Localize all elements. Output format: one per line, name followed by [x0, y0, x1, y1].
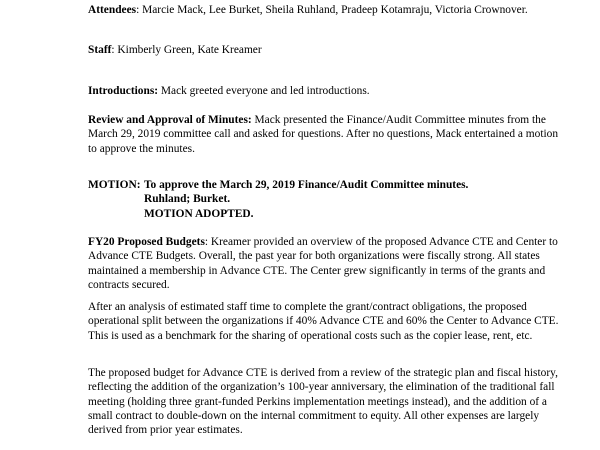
- staff-list: : Kimberly Green, Kate Kreamer: [111, 44, 262, 56]
- attendees-list: : Marcie Mack, Lee Burket, Sheila Ruhland, Pradeep Kotamraju, Victoria Crownover.: [136, 4, 528, 16]
- motion-line-3: MOTION ADOPTED.: [144, 207, 254, 220]
- budgets-paragraph: [88, 235, 568, 292]
- review-minutes-label: Review and Approval of Minutes:: [88, 114, 252, 126]
- attendees-label: Attendees: [88, 4, 137, 16]
- introductions-label: Introductions:: [88, 85, 159, 97]
- review-minutes-paragraph: [88, 113, 568, 156]
- review-minutes-text: Mack presented the Finance/Audit Committee minutes from the March 29, 2019 committee call and asked for questions. After no questions, Mack entertained a motion to approve the minutes.: [88, 114, 559, 155]
- introductions-text: Mack greeted everyone and led introductions.: [158, 85, 370, 97]
- operational-split-paragraph: After an analysis of estimated staff time to complete the grant/contract obligations, the proposed operational split between the organizations if 40% Advance CTE and 60% the Center to Advance CTE. This is used as a benchmark for the sharing of operational costs such as the copier lease, rent, etc.: [88, 301, 559, 342]
- motion-label: MOTION:: [88, 179, 141, 191]
- proposed-budget-paragraph: The proposed budget for Advance CTE is derived from a review of the strategic plan and fiscal history, reflecting the addition of the organization’s 100-year anniversary, the elimination of the traditional fall meeting (holding three grant-funded Perkins implementation meetings instead), and the addition of a small contract to double-down on the internal commitment to equity. All other expenses are largely derived from prior year estimates.: [88, 367, 558, 437]
- motion-line-1: To approve the March 29, 2019 Finance/Audit Committee minutes.: [144, 179, 469, 191]
- budgets-label: FY20 Proposed Budgets: [88, 236, 205, 248]
- staff-paragraph: [88, 43, 568, 57]
- motion-line-2: Ruhland; Burket.: [144, 193, 231, 206]
- staff-label: Staff: [88, 44, 112, 56]
- motion-text: [144, 178, 568, 221]
- attendees-paragraph: [88, 3, 568, 17]
- introductions-paragraph: [88, 84, 568, 98]
- budgets-text: : Kreamer provided an overview of the proposed Advance CTE and Center to Advance CTE Budgets. Overall, the past year for both organizations were fiscally strong. All states maintained a membership in Advance CTE. The Center grew significantly in terms of the grants and contracts secured.: [88, 236, 558, 291]
